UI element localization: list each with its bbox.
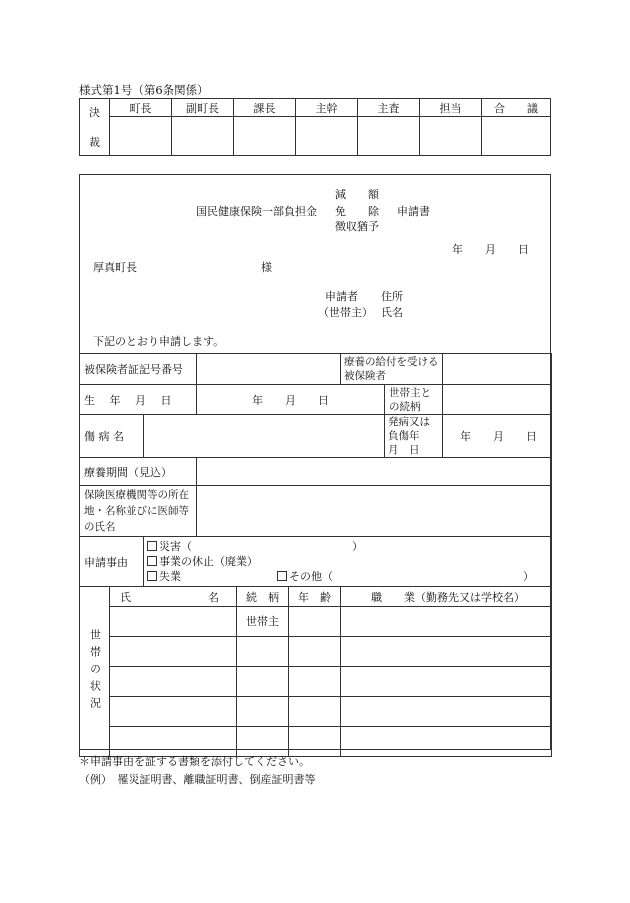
approval-header-supervisor: 主査 (358, 99, 420, 117)
approval-header-staff: 担当 (420, 99, 482, 117)
household-relation-cell[interactable] (237, 637, 289, 667)
household-relation-cell[interactable] (237, 727, 289, 757)
stamp-box[interactable] (420, 117, 482, 156)
reason-unemployment-label: 失業 (159, 570, 181, 583)
option-exemption: 免 除 (335, 205, 379, 218)
treatment-period-label: 療養期間（見込） (80, 458, 197, 486)
household-occupation-cell[interactable] (341, 637, 552, 667)
approval-header-mayor: 町長 (110, 99, 172, 117)
household-age-cell[interactable] (289, 697, 341, 727)
approval-header-director: 主幹 (296, 99, 358, 117)
household-relation-cell: 世帯主 (237, 607, 289, 637)
household-age-header: 年 齢 (289, 587, 341, 607)
application-details-table (79, 353, 552, 757)
birthdate-label: 生 年 月 日 (80, 385, 197, 415)
household-occupation-cell[interactable] (341, 607, 552, 637)
form-number-label: 様式第1号（第6条関係） (79, 83, 209, 97)
honorific: 様 (261, 261, 272, 274)
household-relation-cell[interactable] (237, 667, 289, 697)
household-age-cell[interactable] (289, 637, 341, 667)
approval-header-deputy-mayor: 副町長 (172, 99, 234, 117)
approval-stamp-table (79, 98, 551, 156)
household-status-label: 世帯の状況 (80, 587, 110, 757)
checkbox-other[interactable] (277, 571, 287, 581)
stamp-box[interactable] (110, 117, 172, 156)
treatment-period-field[interactable] (197, 458, 552, 486)
disease-label: 傷 病 名 (80, 415, 144, 458)
household-occupation-cell[interactable] (341, 697, 552, 727)
form-title: 国民健康保険一部負担金 (196, 205, 317, 218)
household-occupation-header: 職 業（勤務先又は学校名） (341, 587, 552, 607)
household-age-cell[interactable] (289, 727, 341, 757)
reason-suspension-label: 事業の休止（廃業） (159, 555, 258, 568)
application-date[interactable]: 年 月 日 (452, 243, 529, 256)
form-title-suffix: 申請書 (397, 205, 430, 218)
reason-other-label: その他（ (289, 570, 333, 583)
approval-header-section-chief: 課長 (234, 99, 296, 117)
household-age-cell[interactable] (289, 667, 341, 697)
benefit-recipient-field[interactable] (443, 354, 552, 385)
household-occupation-cell[interactable] (341, 727, 552, 757)
checkbox-business-suspension[interactable] (147, 556, 157, 566)
household-name-cell[interactable] (110, 697, 237, 727)
household-name-cell[interactable] (110, 727, 237, 757)
medical-institution-label: 保険医療機関等の所在地・名称並びに医師等の氏名 (80, 486, 197, 537)
name-label: 氏名 (381, 306, 403, 319)
relation-field[interactable] (443, 385, 552, 415)
applicant-label: 申請者 (325, 290, 358, 303)
household-age-cell[interactable] (289, 607, 341, 637)
checkbox-unemployment[interactable] (147, 571, 157, 581)
household-name-cell[interactable] (110, 607, 237, 637)
household-name-cell[interactable] (110, 637, 237, 667)
stamp-box[interactable] (234, 117, 296, 156)
reason-options: 災害（ ） 事業の休止（廃業） 失業 その他（ ） (144, 537, 552, 587)
approval-side-label: 決 裁 (80, 99, 110, 156)
request-statement: 下記のとおり申請します。 (93, 335, 225, 348)
benefit-recipient-label: 療養の給付を受ける被保険者 (341, 354, 443, 385)
household-occupation-cell[interactable] (341, 667, 552, 697)
household-relation-header: 続 柄 (237, 587, 289, 607)
birthdate-field[interactable]: 年 月 日 (197, 385, 385, 415)
checkbox-disaster[interactable] (147, 541, 157, 551)
approval-header-consultation: 合 議 (482, 99, 551, 117)
medical-institution-field[interactable] (197, 486, 552, 537)
stamp-box[interactable] (482, 117, 551, 156)
insured-number-field[interactable] (197, 354, 341, 385)
onset-date-label: 発病又は負傷年 月 日 (385, 415, 443, 458)
disease-field[interactable] (144, 415, 385, 458)
stamp-box[interactable] (358, 117, 420, 156)
householder-label: （世帯主） (318, 306, 373, 319)
reason-disaster-label: 災害（ (159, 540, 192, 553)
household-relation-cell[interactable] (237, 697, 289, 727)
household-name-header: 氏 名 (110, 587, 237, 607)
stamp-box[interactable] (296, 117, 358, 156)
option-deferral: 徴収猶予 (335, 220, 379, 233)
addressee: 厚真町長 (93, 261, 137, 274)
relation-label: 世帯主との続柄 (385, 385, 443, 415)
example-documents: （例） 罹災証明書、離職証明書、倒産証明書等 (79, 773, 316, 786)
address-label: 住所 (381, 290, 403, 303)
stamp-box[interactable] (172, 117, 234, 156)
option-reduction: 減 額 (335, 188, 379, 201)
reason-label: 申請事由 (80, 537, 144, 587)
household-name-cell[interactable] (110, 667, 237, 697)
onset-date-field[interactable]: 年 月 日 (443, 415, 552, 458)
insured-number-label: 被保険者証記号番号 (80, 354, 197, 385)
footnote: ＊申請事由を証する書類を添付してください。 (79, 755, 310, 768)
